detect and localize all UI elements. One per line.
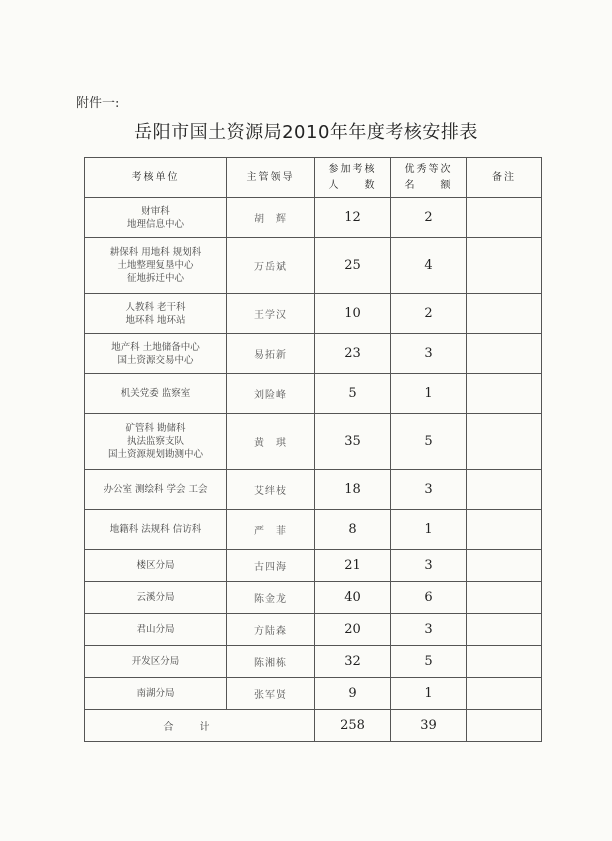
cell-remark [467,510,542,550]
cell-remark [467,334,542,374]
unit-line: 土地整理复垦中心 [117,260,194,271]
cell-remark [467,414,542,470]
table-row [85,374,542,414]
header-participants-line2: 人 数 [328,179,377,191]
unit-line: 地籍科 法规科 信访科 [109,524,202,535]
cell-quota: 1 [391,510,467,550]
unit-line: 办公室 测绘科 学会 工会 [103,484,208,495]
unit-line: 征地拆迁中心 [126,273,184,284]
cell-leader: 万岳斌 [227,238,315,294]
unit-line: 楼区分局 [136,560,175,571]
table-row [85,238,542,294]
cell-leader: 艾绊枝 [227,470,315,510]
header-quota-line2: 名 额 [404,179,453,191]
cell-unit [85,238,227,294]
cell-quota: 1 [391,678,467,710]
header-leader: 主管领导 [227,158,315,198]
cell-quota: 5 [391,646,467,678]
unit-line: 地理信息中心 [126,218,184,230]
cell-quota: 5 [391,414,467,470]
cell-unit [85,550,227,582]
cell-participants: 12 [315,198,391,238]
cell-unit [85,646,227,678]
cell-leader: 陈金龙 [227,582,315,614]
cell-participants: 32 [315,646,391,678]
header-quota [391,158,467,198]
cell-participants: 40 [315,582,391,614]
cell-remark [467,374,542,414]
cell-quota: 2 [391,294,467,334]
table-row [85,414,542,470]
header-unit: 考核单位 [85,158,227,198]
cell-remark [467,470,542,510]
cell-leader: 严 菲 [227,510,315,550]
attachment-label: 附件一: [76,96,120,111]
cell-participants: 23 [315,334,391,374]
schedule-table [84,157,542,742]
unit-line: 开发区分局 [131,656,180,667]
total-remark [467,710,542,742]
header-quota-line1: 优秀等次 [404,163,453,175]
cell-quota: 3 [391,334,467,374]
cell-unit [85,198,227,238]
table-body [85,198,542,710]
cell-participants: 18 [315,470,391,510]
table-row [85,470,542,510]
cell-participants: 8 [315,510,391,550]
header-remark: 备注 [467,158,542,198]
table-row [85,550,542,582]
cell-quota: 2 [391,198,467,238]
cell-participants: 5 [315,374,391,414]
cell-leader: 王学汉 [227,294,315,334]
table-row [85,582,542,614]
cell-unit [85,334,227,374]
cell-leader: 古四海 [227,550,315,582]
unit-line: 君山分局 [136,624,175,635]
total-participants: 258 [315,710,391,742]
unit-line: 机关党委 监察室 [120,388,191,399]
cell-unit [85,374,227,414]
unit-line: 地环科 地环站 [125,314,186,326]
cell-participants: 35 [315,414,391,470]
unit-line: 云溪分局 [136,592,175,603]
cell-quota: 3 [391,614,467,646]
unit-line: 国土资源规划勘测中心 [107,449,203,460]
cell-quota: 1 [391,374,467,414]
unit-line: 地产科 土地储备中心 [111,341,200,353]
cell-participants: 10 [315,294,391,334]
table-row [85,614,542,646]
total-row [85,710,542,742]
cell-remark [467,614,542,646]
cell-unit [85,510,227,550]
cell-leader: 胡 辉 [227,198,315,238]
table-row [85,198,542,238]
total-label: 合计 [85,710,315,742]
cell-unit [85,414,227,470]
table-row [85,294,542,334]
header-row [85,158,542,198]
header-participants [315,158,391,198]
cell-unit [85,470,227,510]
cell-remark [467,294,542,334]
cell-unit [85,294,227,334]
cell-remark [467,198,542,238]
cell-leader: 方陆森 [227,614,315,646]
unit-line: 财审科 [141,205,170,217]
table-row [85,646,542,678]
header-participants-line1: 参加考核 [328,163,377,175]
cell-remark [467,646,542,678]
cell-leader: 黄 琪 [227,414,315,470]
cell-unit [85,614,227,646]
cell-quota: 3 [391,550,467,582]
table-row [85,678,542,710]
cell-remark [467,678,542,710]
cell-leader: 刘险峰 [227,374,315,414]
cell-participants: 25 [315,238,391,294]
cell-quota: 3 [391,470,467,510]
document-title: 岳阳市国土资源局2010年年度考核安排表 [134,122,478,143]
total-quota: 39 [391,710,467,742]
cell-unit [85,582,227,614]
table-row [85,510,542,550]
unit-line: 人教科 老干科 [125,301,186,313]
cell-remark [467,238,542,294]
unit-line: 耕保科 用地科 规划科 [109,247,202,258]
cell-remark [467,550,542,582]
cell-participants: 20 [315,614,391,646]
table-row [85,334,542,374]
unit-line: 南湖分局 [136,688,175,699]
cell-quota: 6 [391,582,467,614]
cell-quota: 4 [391,238,467,294]
cell-participants: 21 [315,550,391,582]
cell-unit [85,678,227,710]
unit-line: 执法监察支队 [126,436,184,447]
cell-leader: 陈湘栋 [227,646,315,678]
cell-participants: 9 [315,678,391,710]
cell-leader: 张军贤 [227,678,315,710]
unit-line: 矿管科 勘储科 [125,423,186,434]
cell-leader: 易拓新 [227,334,315,374]
cell-remark [467,582,542,614]
unit-line: 国土资源交易中心 [117,354,194,366]
